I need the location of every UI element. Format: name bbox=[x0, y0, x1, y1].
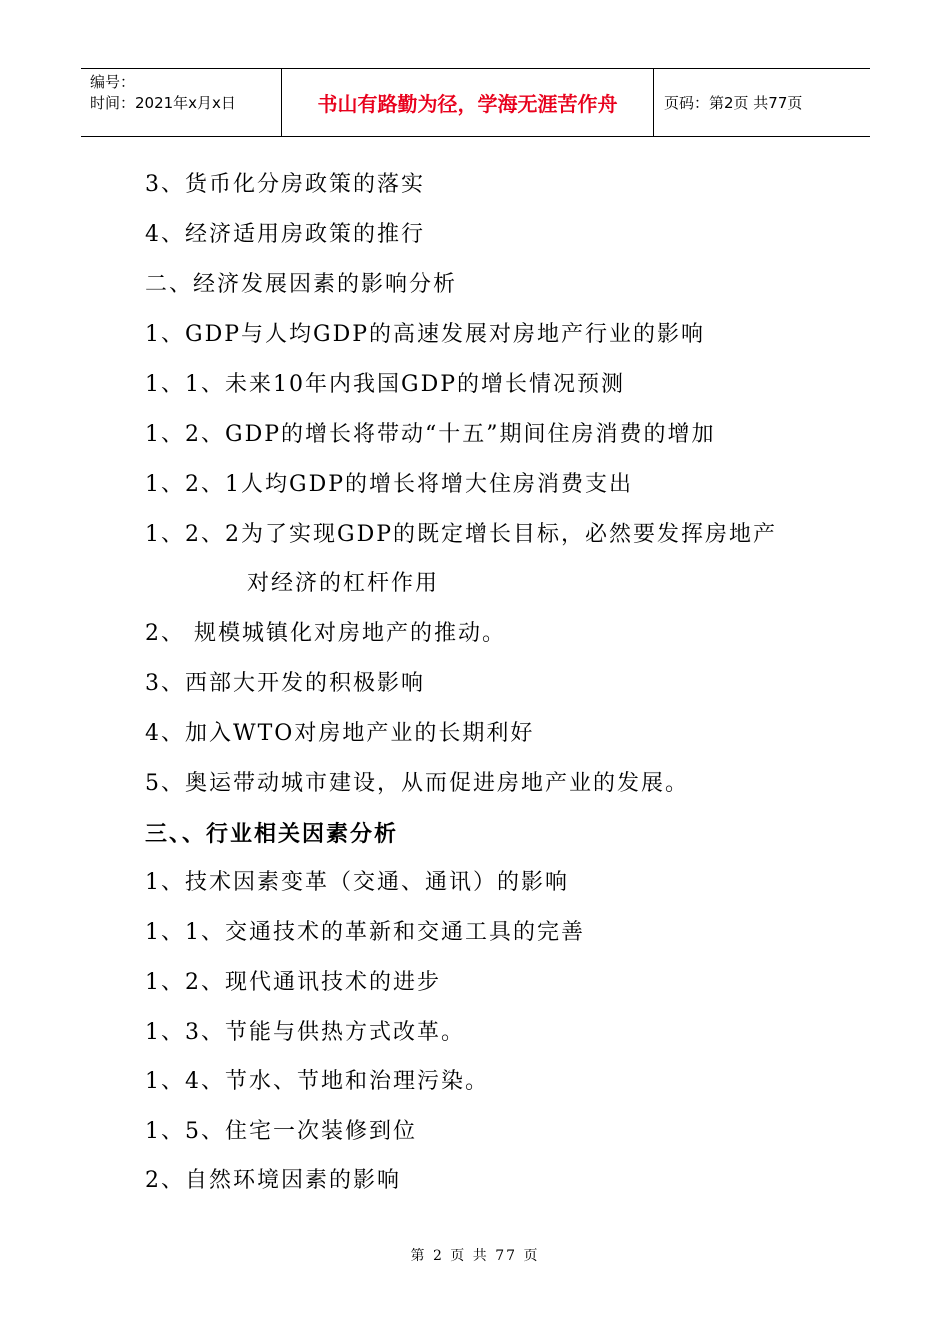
outline-line: 1、2、2为了实现GDP的既定增长目标，必然要发挥房地产 bbox=[145, 522, 778, 547]
outline-line: 1、2、1人均GDP的增长将增大住房消费支出 bbox=[145, 472, 634, 497]
header-meta bbox=[81, 69, 282, 136]
section-heading: 二、经济发展因素的影响分析 bbox=[145, 272, 458, 297]
outline-line-continuation: 对经济的杠杆作用 bbox=[247, 571, 440, 596]
header-number: 编号： bbox=[90, 73, 136, 91]
outline-line: 1、2、GDP的增长将带动“十五”期间住房消费的增加 bbox=[145, 422, 716, 447]
header-date: 时间：2021年x月x日 bbox=[90, 94, 236, 112]
header-page-info: 页码：第2页 共77页 bbox=[664, 94, 803, 112]
page-footer: 第 2 页 共 77 页 bbox=[410, 1248, 540, 1264]
section-heading: 三、、行业相关因素分析 bbox=[145, 821, 399, 847]
outline-line: 1、技术因素变革（交通、通讯）的影响 bbox=[145, 870, 569, 895]
outline-line: 1、GDP与人均GDP的高速发展对房地产行业的影响 bbox=[145, 322, 706, 347]
outline-line: 1、4、节水、节地和治理污染。 bbox=[145, 1069, 489, 1094]
outline-line: 1、1、交通技术的革新和交通工具的完善 bbox=[145, 920, 585, 945]
outline-line: 1、3、节能与供热方式改革。 bbox=[145, 1020, 465, 1045]
page-header bbox=[81, 68, 870, 137]
outline-line: 3、货币化分房政策的落实 bbox=[145, 172, 425, 197]
outline-line: 4、加入WTO对房地产业的长期利好 bbox=[145, 721, 535, 746]
outline-line: 2、 规模城镇化对房地产的推动。 bbox=[145, 621, 506, 646]
outline-line: 1、2、现代通讯技术的进步 bbox=[145, 970, 441, 995]
outline-line: 5、奥运带动城市建设，从而促进房地产业的发展。 bbox=[145, 771, 689, 796]
outline-line: 4、经济适用房政策的推行 bbox=[145, 222, 425, 247]
outline-line: 3、西部大开发的积极影响 bbox=[145, 671, 425, 696]
header-motto: 书山有路勤为径，学海无涯苦作舟 bbox=[282, 69, 654, 136]
outline-line: 2、自然环境因素的影响 bbox=[145, 1168, 401, 1193]
outline-line: 1、1、未来10年内我国GDP的增长情况预测 bbox=[145, 372, 626, 397]
outline-line: 1、5、住宅一次装修到位 bbox=[145, 1119, 417, 1144]
